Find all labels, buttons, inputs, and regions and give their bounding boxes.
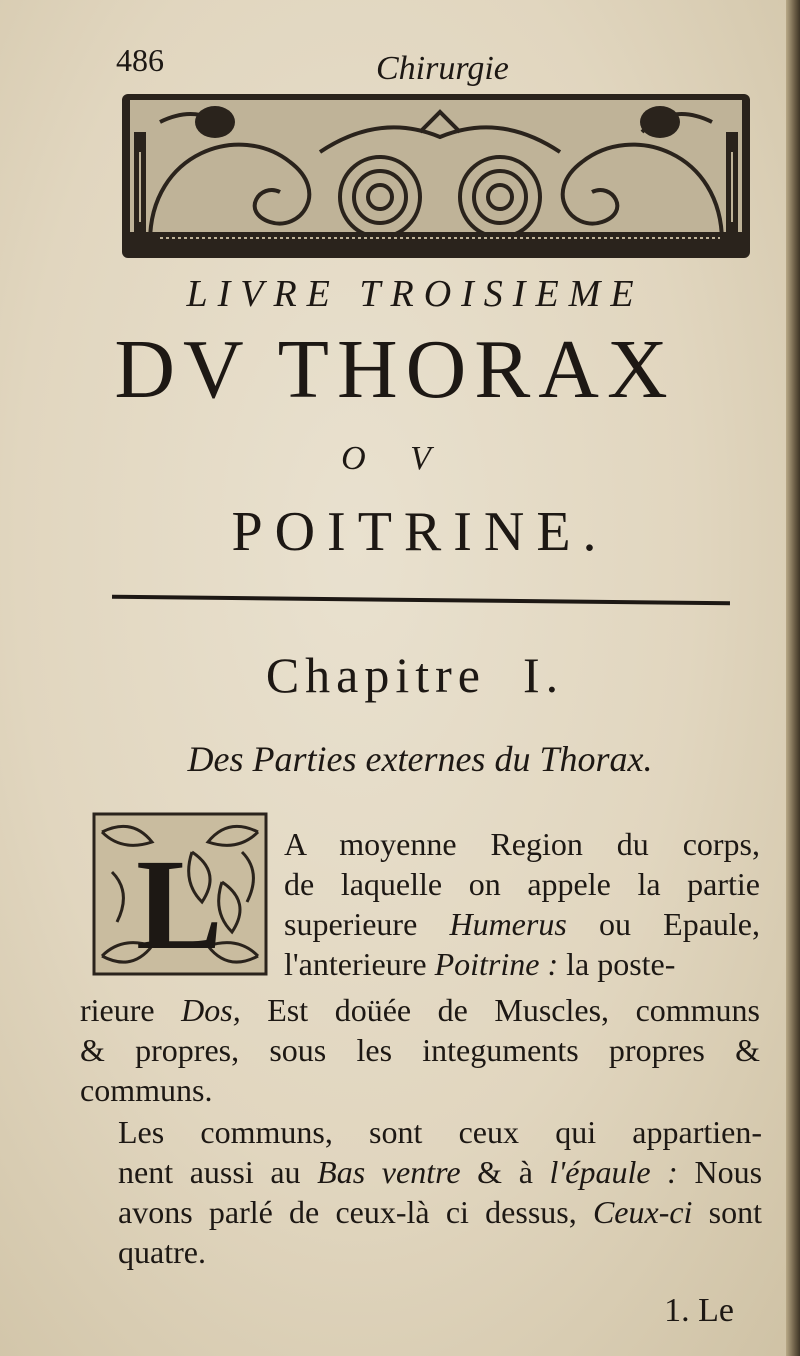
- text-line: nent aussi au Bas ventre & à l'épaule : Nous: [118, 1154, 763, 1190]
- italic-term: Dos,: [181, 992, 241, 1028]
- page-number: 486: [116, 42, 164, 78]
- chapter-heading-number: I.: [523, 647, 565, 703]
- page-fore-edge: [786, 0, 800, 1356]
- main-title: DV THORAX: [114, 323, 676, 416]
- italic-term: Ceux-ci: [592, 1194, 693, 1230]
- text-line: de laquelle on appele la partie: [284, 866, 760, 902]
- text-line: Les communs, sont ceux qui appartien-: [118, 1114, 762, 1150]
- title-alternate: POITRINE.: [231, 501, 609, 563]
- italic-term: Poitrine :: [434, 946, 559, 982]
- text-line: & propres, sous les integuments propres &: [80, 1032, 760, 1068]
- text-line: l'anterieure Poitrine : la poste-: [284, 946, 676, 982]
- italic-term: Bas ventre: [317, 1154, 461, 1190]
- running-head: Chirurgie: [376, 50, 509, 87]
- decorative-headpiece-ornament: [120, 92, 752, 260]
- text-line: rieure Dos, Est doüée de Muscles, communs: [80, 992, 761, 1028]
- catchword: 1. Le: [664, 1292, 734, 1329]
- italic-term: Humerus: [449, 906, 567, 942]
- paragraph-1-beside-dropcap: [284, 824, 760, 984]
- paragraph-2: [72, 1112, 762, 1272]
- paragraph-1-continuation: [80, 990, 760, 1110]
- ornamental-drop-cap: [92, 812, 268, 976]
- text-line: A moyenne Region du corps,: [284, 826, 760, 862]
- italic-term: l'épaule :: [549, 1154, 678, 1190]
- text-line: quatre.: [118, 1234, 206, 1270]
- book-number-heading: LIVRE TROISIEME: [186, 273, 644, 315]
- text-line: communs.: [80, 1072, 213, 1108]
- horizontal-rule: [112, 595, 730, 605]
- chapter-title: Des Parties externes du Thorax.: [187, 739, 653, 779]
- text-line: superieure Humerus ou Epaule,: [284, 906, 760, 942]
- text-line: avons parlé de ceux-là ci dessus, Ceux-ci sont: [118, 1194, 762, 1230]
- drop-cap-letter: L: [136, 833, 223, 976]
- chapter-heading: [0, 646, 790, 704]
- title-connector: O V: [341, 440, 449, 477]
- chapter-heading-word: Chapitre: [265, 647, 486, 703]
